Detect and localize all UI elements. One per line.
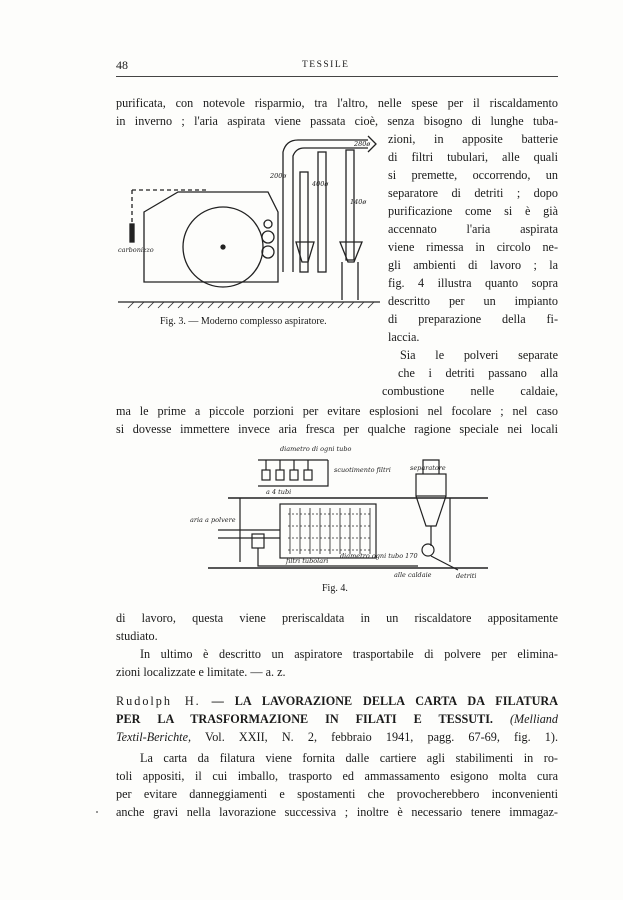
article-heading-line2 xyxy=(116,710,558,728)
body-line: di lavoro, questa viene preriscaldata in un riscaldatore appositamente xyxy=(116,611,558,625)
fig4-label-aria: aria a polvere xyxy=(190,516,236,524)
figure-3-caption: Fig. 3. — Moderno complesso aspiratore. xyxy=(160,316,327,327)
fig4-label-tubi: a 4 tubi xyxy=(266,488,292,496)
fig4-label-caldaie: alle caldaie xyxy=(394,571,432,579)
article-citation: Vol. XXII, N. 2, febbraio 1941, pagg. 67-69, fig. 1). xyxy=(204,730,558,744)
body-line: ma le prime a piccole porzioni per evitare esplosioni nel focolare ; nel caso xyxy=(116,404,558,418)
column-line: accennato l'aria aspirata xyxy=(388,222,558,236)
body-line: si dovesse immettere invece aria fresca per qualche ragione speciale nei locali xyxy=(116,422,558,436)
article-line: toli appositi, il cui imballo, trasporto ed ammassamento esigono molta cura xyxy=(116,769,558,783)
article-journal: (Melliand xyxy=(509,712,558,726)
header-rule xyxy=(116,76,558,77)
fig4-label-diametro: diametro di ogni tubo xyxy=(280,445,352,453)
column-line: descritto per un impianto xyxy=(388,294,558,308)
article-author: Rudolph H. xyxy=(116,694,201,708)
article-journal-cont: Textil-Berichte, xyxy=(116,730,192,744)
article-line: anche gravi nella lavorazione successiva ; inoltre è necessario tenere immagaz- xyxy=(116,805,558,819)
column-line: separatore di detriti ; dopo xyxy=(388,186,558,200)
column-line: che i detriti passano alla xyxy=(398,366,558,380)
fig3-label-carbonizzo: carbonizzo xyxy=(118,246,154,254)
column-line: gli ambienti di lavoro ; la xyxy=(388,258,558,272)
body-line: In ultimo è descritto un aspiratore trasportabile di polvere per elimina- xyxy=(140,647,558,661)
column-line: si premette, occorrendo, un xyxy=(388,168,558,182)
fig3-label-280: 280ø xyxy=(354,140,371,148)
fig4-label-separatore: separatore xyxy=(410,464,446,472)
body-line: zioni localizzate e limitate. — a. z. xyxy=(116,665,286,679)
article-title-2: PER LA TRASFORMAZIONE IN FILATI E TESSUTI. xyxy=(116,712,493,726)
fig3-label-400: 400ø xyxy=(312,180,329,188)
column-line: di preparazione della fi- xyxy=(388,312,558,326)
body-line: purificata, con notevole risparmio, tra l'altro, nelle spese per il riscaldamento xyxy=(116,96,558,110)
column-line: di filtri tubulari, alle quali xyxy=(388,150,558,164)
column-line: purificazione come si è già xyxy=(388,204,558,218)
figure-4-drawing xyxy=(188,442,488,582)
column-line: Sia le polveri separate xyxy=(400,348,558,362)
article-heading-line3 xyxy=(116,728,558,746)
article-line: per evitare danneggiamenti e spostamenti che provocherebbero inconvenienti xyxy=(116,787,558,801)
column-line: zioni, in apposite batterie xyxy=(388,132,558,146)
fig4-label-diametro-ogni: diametro ogni tubo 170 xyxy=(340,552,418,560)
fig3-label-140: 140ø xyxy=(350,198,367,206)
running-title: TESSILE xyxy=(302,60,350,70)
article-title-1: — LA LAVORAZIONE DELLA CARTA DA FILATURA xyxy=(211,694,559,708)
body-line: studiato. xyxy=(116,629,158,643)
column-line: combustione nelle caldaie, xyxy=(382,384,558,398)
figure-4-caption: Fig. 4. xyxy=(322,583,348,594)
article-line: La carta da filatura viene fornita dalle cartiere agli stabilimenti in ro- xyxy=(140,751,558,765)
fig4-label-filtri: filtri tubolari xyxy=(286,557,329,565)
figure-3-drawing xyxy=(118,132,380,314)
fig3-label-200: 200ø xyxy=(270,172,287,180)
scan-speck xyxy=(96,811,98,813)
fig4-label-detriti: detriti xyxy=(456,572,477,580)
page-number: 48 xyxy=(116,58,128,72)
body-line: in inverno ; l'aria aspirata viene passata cioè, senza bisogno di lunghe tuba- xyxy=(116,114,558,128)
fig4-label-scuotimento: scuotimento filtri xyxy=(334,466,391,474)
column-line: laccia. xyxy=(388,330,420,344)
column-line: fig. 4 illustra quanto sopra xyxy=(388,276,558,290)
article-heading-line1 xyxy=(116,692,558,710)
column-line: viene rimessa in circolo ne- xyxy=(388,240,558,254)
